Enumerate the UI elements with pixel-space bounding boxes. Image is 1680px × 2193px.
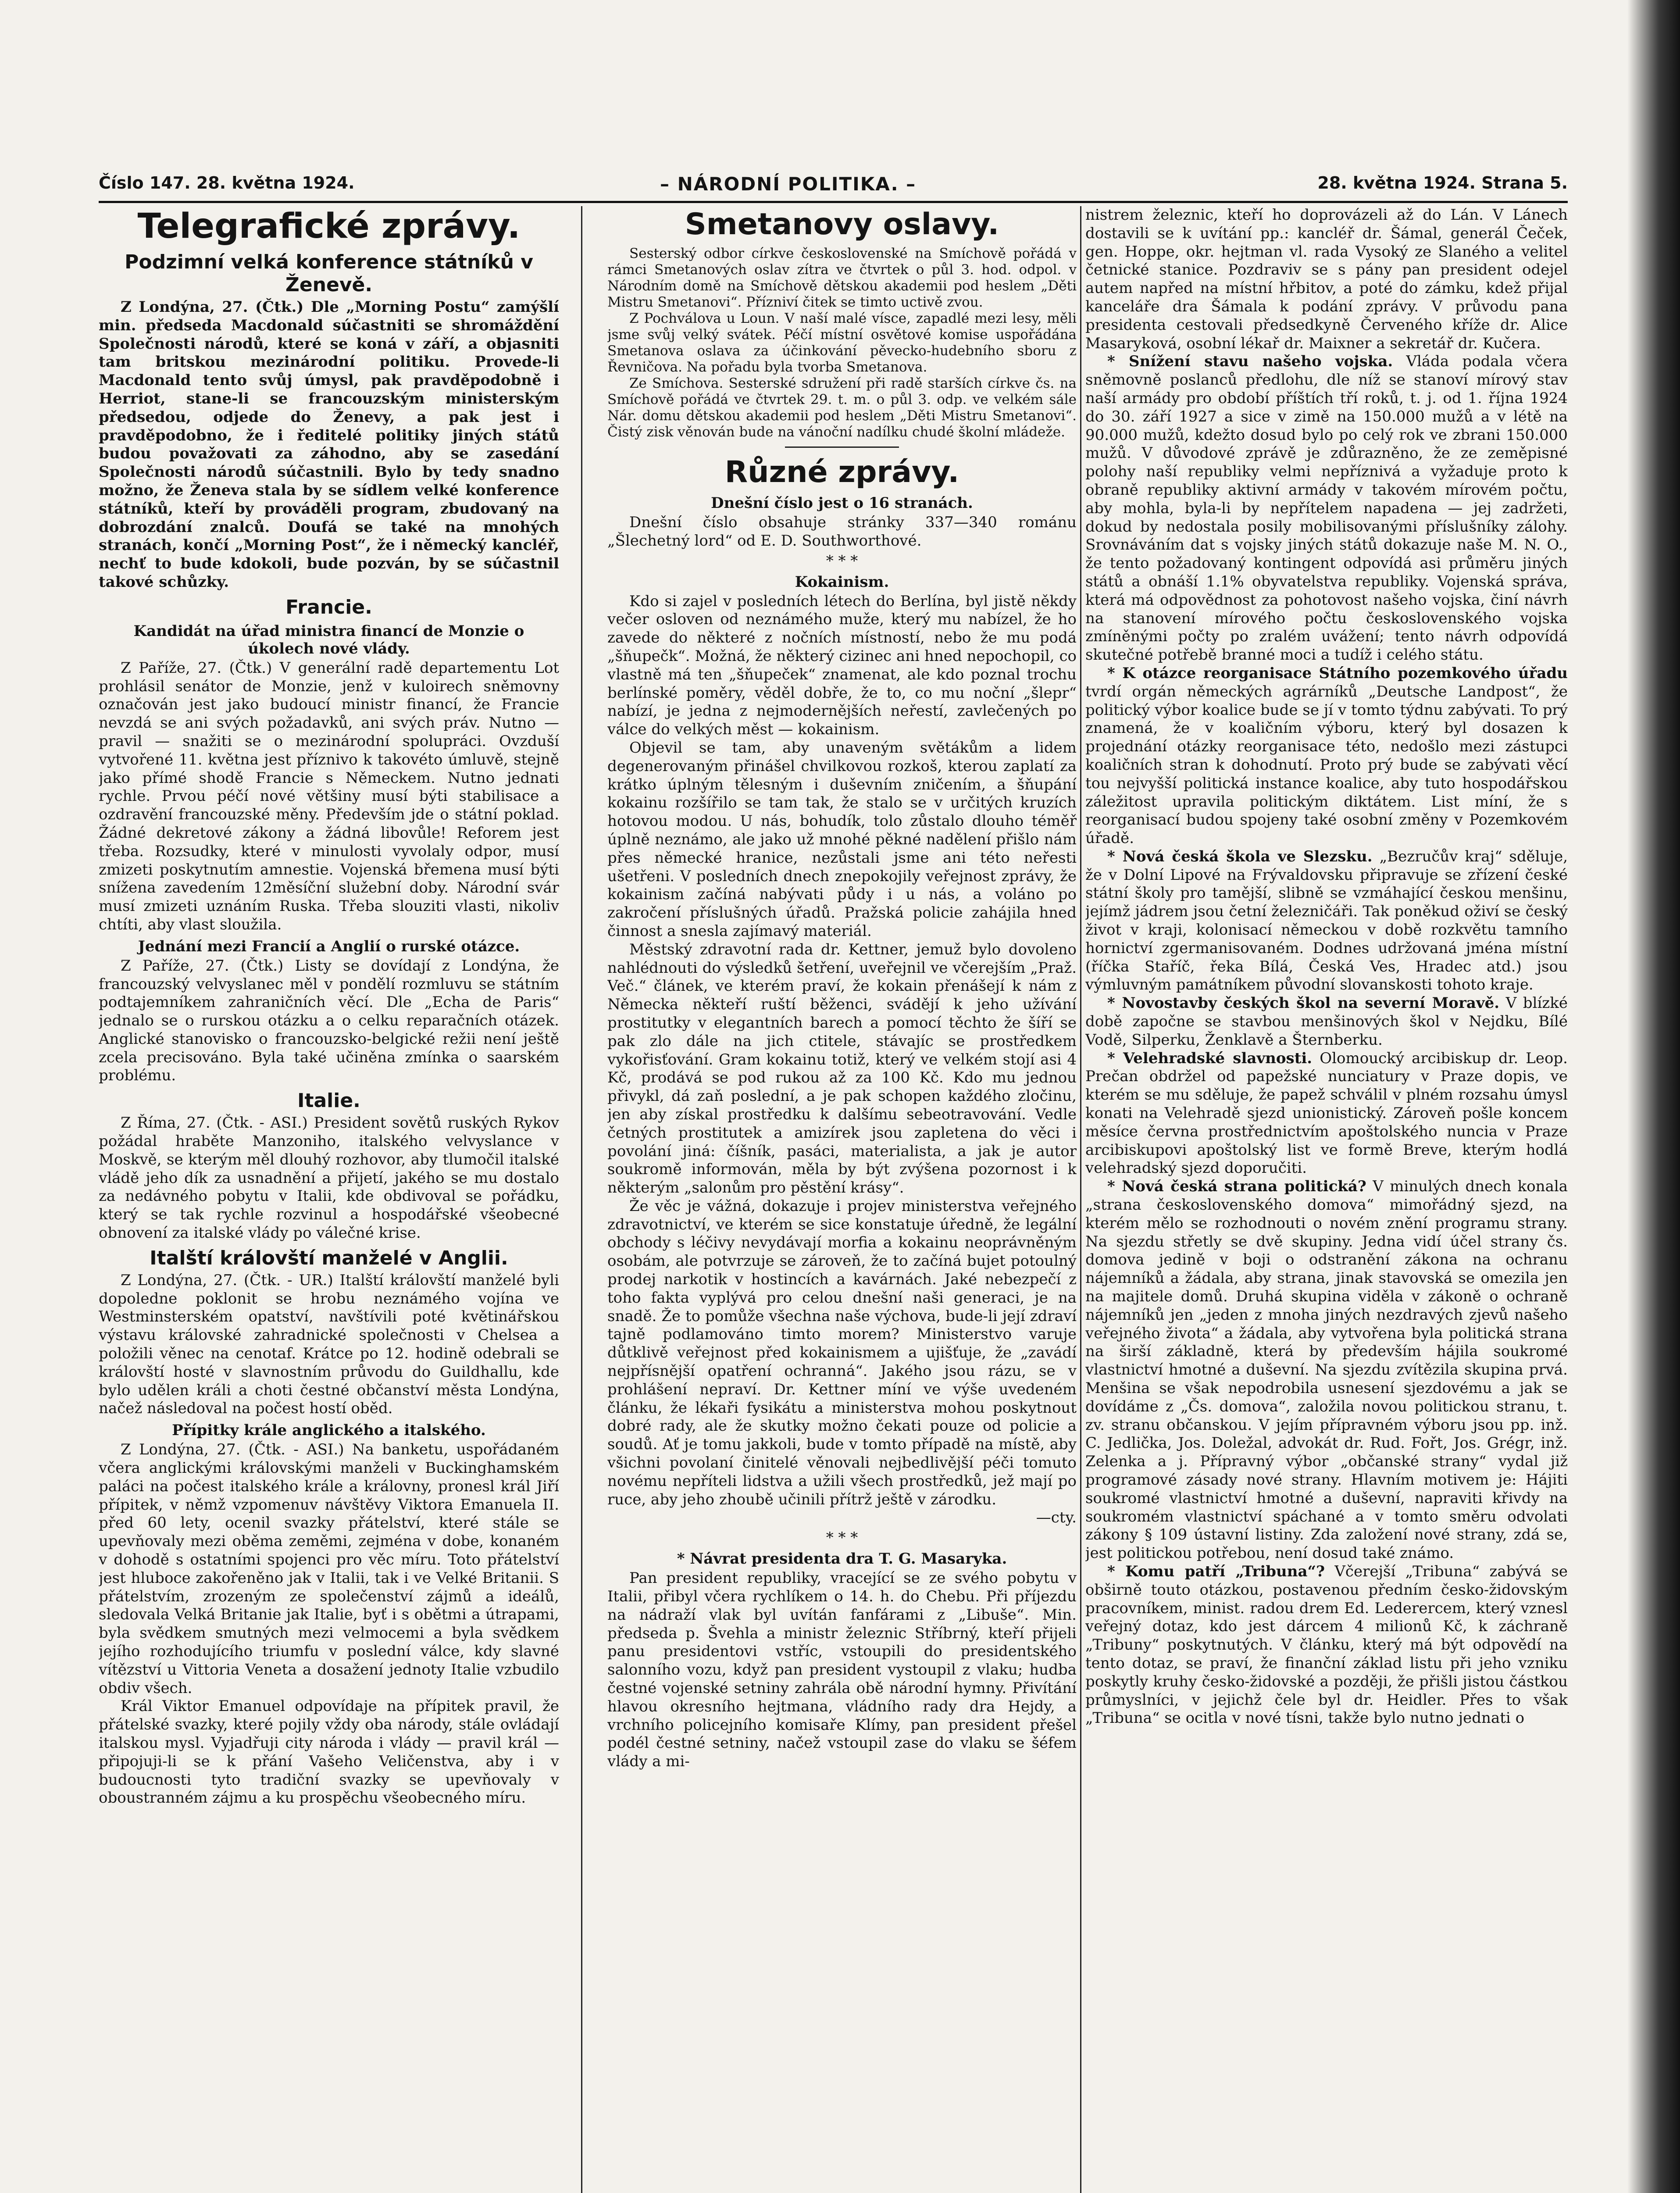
column-rule-2 xyxy=(1080,206,1081,2193)
article-text: Z Londýna, 27. (Čtk.) Dle „Morning Postu“ zamýšlí min. předseda Macdonald súčastniti se shromáždění Společnosti národů, které se koná v září, a objasniti tam britskou mezinárodní politiku. Provede-li Macdonald tento svůj úmysl, pak pravděpodobně i Herriot, stane-li se francouzským ministerským předsedou, odjede do Ženevy, a pak jest i pravděpodobno, že i ředitelé politiky jiných států budou považovati za záhodno, aby se zasedání Společnosti národů súčastnili. Bylo by tedy snadno možno, že Ženeva stala by se sídlem velké konference státníků, kteří by prováděli program, zbudovaný na dobrozdání znalců. Doufá se také na mnohých stranách, končí „Morning Post“, že i německý kancléř, nechť to bude kdokoli, bude pozván, by se súčastnil takové schůzky. xyxy=(99,298,559,591)
column-3 xyxy=(1085,206,1568,2193)
header-issue: Číslo 147. 28. května 1924. xyxy=(99,173,355,193)
article-text: V blízké době započne se stavbou menšinových škol v Nejdku, Bílé Vodě, Silperku, Ženklavě a Šternberku. xyxy=(1085,994,1568,1049)
article-text: Olomoucký arcibiskup dr. Leop. Prečan obdržel od papežské nunciatury v Praze dopis, ve kterém se mu sděluje, že papež schválil v plném rozsahu úmysl konati na Velehradě sjezd unionistický. Zároveň pošle koncem měsíce června prostřednictvím apoštolského nuncia v Praze arcibiskupovi apoštolský list ve formě Breve, kterým hodlá velehradský sjezd doporučiti. xyxy=(1085,1049,1568,1177)
article-title: * Nová česká strana politická? xyxy=(1107,1178,1366,1196)
article-text: nistrem železnic, kteří ho doprovázeli až do Lán. V Lánech dostavili se k uvítání pp.: kancléř dr. Šámal, generál Čeček, gen. Hoppe, okr. hejtman vl. rada Vysoký ze Slaného a velitel četnické stanice. Pozdraviv se s pány pan president odejel autem napřed na místní hřbitov, a poté do zámku, kdež přijal kanceláře dra Šámala k podání zprávy. V průvodu pana presidenta cestovali předsedkyně Červeného kříže dr. Alice Masaryková, osobní lékař dr. Maixner a sekretář dr. Kučera. xyxy=(1085,206,1568,352)
header-rule xyxy=(99,201,1568,203)
article-text: Objevil se tam, aby unaveným světákům a lidem degenerovaným přinášel chvilkovou rozkoš, kterou zaplatí za krátko úplným tělesným i duševním zničením, a šňupání kokainu rozšířilo se tam tak, že stalo se v určitých kruzích hotovou modou. U nás, bohudík, tolo zůstalo dlouho téměř úplně neznámo, ale jako už mnohé pěkné nadělení přišlo nám přes německé hranice, nezůstali jsme ani této neřesti ušetřeni. V posledních dnech znepokojily veřejnost zprávy, že kokainism začíná nabývati půdy i u nás, a voláno po zakročení příslušných úřadů. Pražská policie zahájila hned činnost a snesla zajímavý materiál. xyxy=(607,739,1077,940)
asterism: * * * xyxy=(826,552,858,570)
article-text: Z Londýna, 27. (Čtk. - ASI.) Na banketu, uspořádaném včera anglickými královskými manželi v Buckinghamském paláci na počest italského krále a královny, pronesl král Jiří přípitek, v němž vzpomenuv návštěvy Viktora Emanuela II. před 60 lety, ocenil svazky přátelství, které stále se upevňovaly mezi oběma zeměmi, zejména v dobe, konaném v dohodě s ostatními spojenci pro věc míru. Toto přátelství jest hluboce zakořeněno jak v Italii, tak i ve Velké Britanii. S přátelstvím, zrozeným ze společenství zájmů a ideálů, sledovala Velká Britanie jak Italie, byť i s obětmi a útrapami, byla svědkem smutných mezi velmocemi a byla svědkem jejího rozhodujícího triumfu v poslední válce, kdy slavné vítězství u Vittoria Veneta a dosažení jednoty Italie vzbudilo obdiv všech. xyxy=(99,1441,559,1697)
section-title-telegraph: Telegrafické zprávy. xyxy=(137,207,521,246)
asterism: * * * xyxy=(826,1529,858,1547)
page-edge-shadow xyxy=(1627,0,1680,2193)
article-subtitle: Kandidát na úřad ministra financí de Monzie o úkolech nové vlády. xyxy=(133,622,524,657)
section-title-misc: Různé zprávy. xyxy=(724,455,959,489)
article-subtitle: Jednání mezi Francií a Anglií o rurské otázce. xyxy=(138,937,520,955)
column-2 xyxy=(607,206,1077,2193)
article-text: Z Říma, 27. (Čtk. - ASI.) President sovětů ruských Rykov požádal hraběte Manzoniho, italského velvyslance v Moskvě, se kterým měl dlouhý rozhovor, aby tlumočil italské vládě jeho dík za usnadnění a přijetí, jakého se mu dostalo za nedávného pobytu v Italii, kde obdivoval se pořádku, který se tak rychle rozvinul a hospodářské všeobecné obnovení za italské vlády po válečné krise. xyxy=(99,1114,559,1242)
article-title: * Komu patří „Tribuna“? xyxy=(1107,1562,1325,1580)
column-1 xyxy=(99,206,559,2193)
article-text: „Bezručův kraj“ sděluje, že v Dolní Lipové na Frývaldovsku připravuje se zřízení české státní školy pro tamější, slibně se vzmáhající českou menšinu, jejímž jádrem jsou četní železničáři. Tak poněkud oživí se český život v kraji, kolonisací německou v době rozkvětu tamního hornictví zgermanisovaném. Dodnes udržovaná jména místní (říčka Staříč, řeka Bílá, Česká Ves, Hradec atd.) jsou výmluvným památníkem původní slovanskosti tohoto kraje. xyxy=(1085,847,1568,994)
article-text: tvrdí orgán německých agrárníků „Deutsche Landpost“, že politický výbor koalice bude se jí v tomto týdnu zabývati. To prý znamená, že v koaličním výboru, který byl dosazen k projednání otázky reorganisace této, nedošlo mezi zástupci koaličních stran k dohodnutí. Proto prý bude se zabývati věcí tou nejvyšší politická instance koalice, aby tuto hospodářskou záležitost upravila politickým diktátem. List míní, že s reorganisací budou spojeny také osobní změny v Pozemkovém úřadě. xyxy=(1085,682,1568,847)
article-title: Italští královští manželé v Anglii. xyxy=(150,1247,508,1269)
article-subtitle: Dnešní číslo jest o 16 stranách. xyxy=(711,494,973,512)
article-text: Pan president republiky, vracející se ze svého pobytu v Italii, přibyl včera rychlíkem o 14. h. do Chebu. Při příjezdu na nádraží vlak byl uvítán fanfárami z „Libuše“. Min. předseda p. Švehla a ministr železnic Stříbrný, kteří přijeli panu presidentovi vstříc, vstoupili do presidentského salonního vozu, když pan president vystoupil z vlaku; hudba čestné vojenské setniny zahrála obě národní hymny. Přivítání hlavou okresního hejtmana, vládního rady dra Hejdy, a vrchního policejního komisaře Klímy, pan president přešel podél čestné setniny, načež vstoupil zase do vlaku se šéfem vlády a mi- xyxy=(607,1569,1077,1771)
separator-line xyxy=(785,446,899,448)
section-title-smetana: Smetanovy oslavy. xyxy=(685,207,999,242)
article-title: Podzimní velká konference státníků v Ženevě. xyxy=(125,251,533,296)
header-masthead: – NÁRODNÍ POLITIKA. – xyxy=(660,173,917,195)
article-title: * Návrat presidenta dra T. G. Masaryka. xyxy=(677,1550,1007,1568)
article-text: Z Paříže, 27. (Čtk.) Listy se dovídají z Londýna, že francouzský velvyslanec měl v pondělí rozmluvu se státním podtajemníkem zahraničních věcí. Dle „Echa de Paris“ jednalo se o rurskou otázku a o celku reparačních otázek. Anglické stanovisko o francouzsko-belgické režii není ještě zcela precisováno. Byla také učiněna zmínka o saarském problému. xyxy=(99,957,559,1085)
page-header xyxy=(99,173,1568,200)
article-text: Městský zdravotní rada dr. Kettner, jemuž bylo dovoleno nahlédnouti do výsledků šetření, uveřejnil ve včerejším „Praž. Več.“ článek, ve kterém praví, že kokain přenášejí k nám z Německa někteří ruští běženci, svádějí k jeho užívání prostitutky v elegantních barech a pomocí těchto že šíří se pak zlo dále na jich ctitele, stávajíc se prostředkem vykořisťování. Gram kokainu totiž, který ve velkém stojí asi 4 Kč, prodává se pod rukou až za 100 Kč. Kdo mu jednou přivykl, dá zaň poslední, a je pak schopen každého zločinu, jen aby získal prostředku k dalšímu sebeotravování. Vedle četných prostitutek a amizírek jsou zapletena do věci i povolání jiná: číšník, pasáci, materialista, a jak je autor soukromě informován, měla by být zvýšena pozornost i k některým „salonům pro pěstění krásy“. xyxy=(607,940,1077,1197)
header-page-number: 28. května 1924. Strana 5. xyxy=(1317,173,1568,193)
article-title: Italie. xyxy=(297,1089,360,1112)
article-text: Král Viktor Emanuel odpovídaje na přípitek pravil, že přátelské svazky, které pojily vždy oba národy, stále ovládají italskou mysl. Vyjadřuji city národa i vlády — pravil král — připojuji-li se k přání Vašeho Veličenstva, aby i v budoucnosti tyto tradiční svazky se upevňovaly v oboustranném zájmu a ku prospěchu všeobecného míru. xyxy=(99,1697,559,1807)
article-text: Včerejší „Tribuna“ zabývá se obširně touto otázkou, postavenou předním česko-židovským pracovníkem, minist. radou drem Ed. Lederercem, který vznesl veřejný dotaz, kdo jest dárcem 4 milionů Kč, k záchraně „Tribuny“ poskytnutých. V článku, který má být odpovědí na tento dotaz, se praví, že finanční základ listu při jeho vzniku poskytly kruhy česko-židovské a později, že přišli jistou částkou průmyslníci, v jejichž čele byl dr. Heidler. Přes to však „Tribuna“ se ocitla v nové tísni, takže bylo nutno jednati o xyxy=(1085,1562,1568,1727)
article-text: Vláda podala včera sněmovně poslanců předlohu, dle níž se stanoví mírový stav naší armády pro období příštích tří roků, t. j. od 1. října 1924 do 30. září 1927 a sice v zimě na 150.000 mužů a v létě na 90.000 mužů, kdežto dosud bylo po celý rok ve zbrani 150.000 mužů. V důvodové zprávě je zdůrazněno, že ze zeměpisné polohy naší republiky velmi nepříznivá a vyžaduje proto k obraně republiky aktivní armády v takovém mírovém počtu, aby mohla, byla-li by nepřítelem napadena — jej zadržeti, dokud by nedostala posily mobilisovanými příslušníky zálohy. Srovnáváním dat s vojsky jiných států dokazuje naše M. N. O., že tento požadovaný kontingent odpovídá asi průměru jiných států a obnáší 1.1% obyvatelstva republiky. Vojenská správa, která má odpovědnost za pohotovost našeho vojska, činí návrh na stanovení mírového počtu československého vojska zmíněnými počty po zralém uvážení; tento návrh odpovídá skutečné potřebě branné moci a tudíž i celého státu. xyxy=(1085,353,1568,664)
article-text: V minulých dnech konala „strana československého domova“ mimořádný sjezd, na kterém mělo se rozhodnouti o novém znění programu strany. Na sjezdu střetly se dvě skupiny. Jedna vidí účel strany čs. domova jedině v boji o odstranění zákona na ochranu nájemníků a žádala, aby strana, jinak stavovská se omezila jen na majitele domů. Druhá skupina viděla v zákoně o ochraně nájemníků jen „jeden z mnoha jiných nezdravých zjevů našeho veřejného života“ a žádala, aby vytvořena byla politická strana na širší základně, která by především hájila soukromé vlastnictví hmotné a duševní. Na sjezdu zvítězila skupina prvá. Menšina se však nepodrobila usnesení sjezdovému a jak se dovídáme z „Čs. domova“, založila novou politickou stranu, t. zv. stranu občanskou. V jejím přípravném výboru jsou pp. inž. C. Jedlička, Jos. Doležal, advokát dr. Rud. Fořt, Jos. Grégr, inž. Zelenka a j. Přípravný výbor „občanské strany“ vydal již programové zásady nové strany. Hlavním motivem je: Hájiti soukromé vlastnictví hmotné a duševní, napraviti křivdy na soukromém vlastnictví spáchané a v tomto směru odvolati zákony § 109 ústavní listiny. Zda založení nové strany, zdá se, jest politickou potřebou, není dosud také známo. xyxy=(1085,1178,1568,1562)
article-text: Z Londýna, 27. (Čtk. - UR.) Italští královští manželé byli dopoledne poklonit se hrobu neznámého vojína ve Westminsterském opatství, navštívili poté květinářskou výstavu královské zahradnické společnosti v Chelsea a položili věnec na cenotaf. Krátce po 12. hodině odebrali se královští hosté v slavnostním průvodu do Guildhallu, kde bylo udělen králi a choti čestné občanství města Londýna, načež následoval na počest hostí oběd. xyxy=(99,1271,559,1418)
article-title: Kokainism. xyxy=(795,573,889,591)
article-title: * K otázce reorganisace Státního pozemkového úřadu xyxy=(1107,664,1568,682)
article-title: * Novostavby českých škol na severní Moravě. xyxy=(1107,994,1500,1012)
article-subtitle: Přípitky krále anglického a italského. xyxy=(172,1422,486,1439)
article-text: Z Pochválova u Loun. V naší malé vísce, zapadlé mezi lesy, měli jsme svůj velký svátek. Péčí místní osvětové komise uspořádána Smetanova oslava za účinkování pěvecko-hudebního sboru z Řevničova. Na pořadu byla tvorba Smetanova. xyxy=(607,311,1077,375)
article-signature: —cty. xyxy=(1036,1509,1077,1527)
article-title: * Snížení stavu našeho vojska. xyxy=(1107,353,1393,371)
column-rule-1 xyxy=(581,206,582,2193)
article-text: Dnešní číslo obsahuje stránky 337—340 románu „Šlechetný lord“ od E. D. Southworthové. xyxy=(607,514,1077,550)
article-title: * Nová česká škola ve Slezsku. xyxy=(1107,847,1373,865)
article-text: Z Paříže, 27. (Čtk.) V generální radě departementu Lot prohlásil senátor de Monzie, jenž v kuloirech sněmovny označován jest jako budoucí ministr financí, že Francie nevzdá se ani svých požadavků, ani svých práv. Nutno — pravil — snažiti se o mezinárodní spolupráci. Ovzduší vytvořené 11. května jest příznivo k takovéto úmluvě, stejně jako přímé shodě Francie s Německem. Nutno jednati rychle. Prvou péčí nové většiny musí býti stabilisace a ozdravění francouzské měny. Především jde o státní poklad. Žádné dekretové zákony a žádná libovůle! Reforem jest třeba. Rozsudky, které v minulosti vyvolaly odpor, musí zmizeti poskytnutím amnestie. Vojenská břemena musí býti snížena zavedením 12měsíční služební doby. Národní svár musí zmizeti uznáním Ruska. Třeba slouziti vlasti, nikoliv chtíti, aby vlast sloužila. xyxy=(99,659,559,933)
article-text: Sesterský odbor církve československé na Smíchově pořádá v rámci Smetanových oslav zítra ve čtvrtek o půl 3. hod. odpol. v Národním domě na Smíchově dětskou akademii pod heslem „Děti Mistru Smetanovi“. Přízniví čitek se timto uctivě zvou. xyxy=(607,246,1077,310)
article-title: * Velehradské slavnosti. xyxy=(1107,1049,1313,1067)
article-text: Že věc je vážná, dokazuje i projev ministerstva veřejného zdravotnictví, ve kterém se sice konstatuje úředně, že legální obchody s léčivy nevydávají morfia a kokainu neoprávněným osobám, ale potvrzuje se zároveň, že to začíná bujet potoulný prodej narkotik v hostincích a kavárnách. Jaké nebezpečí z toho fakta vyplývá pro celou dnešní naši generaci, je na snadě. Že to pomůže všechna naše výchova, bude-li její zdraví tajně podlamováno timto morem? Ministerstvo varuje důtklivě veřejnost před kokainismem a ujišťuje, že „zavádí nejpřísnější opatření ochranná“. Jakého jsou rázu, se v prohlášení nepraví. Dr. Kettner míní ve výše uvedeném článku, že lékaři fysikátu a ministerstva mohou poskytnout dobré rady, ale že skutky možno čekati pouze od policie a soudů. Ať je tomu jakkoli, bude v tomto případě na místě, aby všichni povolaní činitelé věnovali nejbedlivější péči tomuto novému nepříteli lidstva a užili všech prostředků, jež mají po ruce, aby jeho zhoubě učinili přítrž ještě v zárodku. xyxy=(607,1197,1077,1508)
article-title: Francie. xyxy=(285,596,372,618)
article-text: Ze Smíchova. Sesterské sdružení při radě starších církve čs. na Smíchově pořádá ve čtvrtek 29. t. m. o půl 3. odp. ve velkém sále Nár. domu dětskou akademii pod heslem „Děti Mistru Smetanovi“. Čistý zisk věnován bude na vánoční nadílku chudé školní mládeže. xyxy=(607,375,1077,440)
article-text: Kdo si zajel v posledních létech do Berlína, byl jistě někdy večer osloven od neznámého muže, který mu nabízel, že ho zavede do některé z nočních místností, nebo že mu podá „šňupečk“. Možná, že některý cizinec ani hned nepochopil, co vlastně má ten „šňupeček“ znamenat, ale kdo poznal trochu berlínské poměry, věděl dobře, že to, co mu noční „šlepr“ nabízí, je jedna z nejmodernějších neřestí, zavlečených po válce do velkých měst — kokainism. xyxy=(607,592,1077,739)
